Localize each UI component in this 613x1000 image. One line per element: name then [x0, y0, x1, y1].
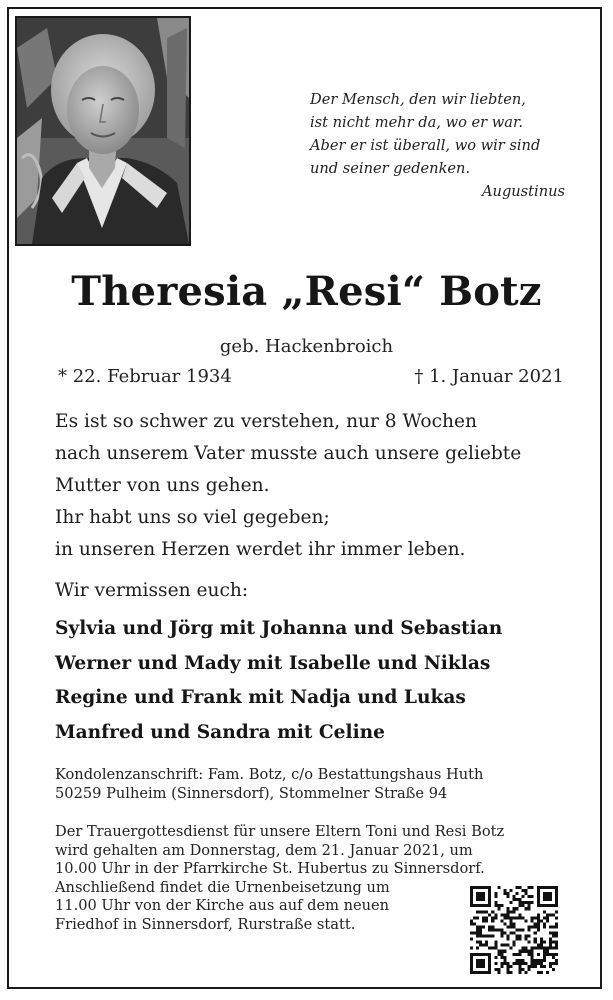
- poem-line: Aber er ist überall, wo wir sind: [310, 137, 541, 154]
- family-line: Sylvia und Jörg mit Johanna und Sebastian: [55, 618, 503, 639]
- service-line: 11.00 Uhr von der Kirche aus auf dem neuen: [55, 897, 390, 915]
- poem-line: ist nicht mehr da, wo er war.: [310, 114, 523, 131]
- condolence-line: 50259 Pulheim (Sinnersdorf), Stommelner Straße 94: [55, 784, 448, 802]
- family-line: Werner und Mady mit Isabelle und Niklas: [55, 652, 491, 674]
- mourners-intro: Wir vermissen euch:: [55, 580, 249, 601]
- service-line: 10.00 Uhr in der Pfarrkirche St. Hubertus zu Sinnersdorf.: [55, 860, 485, 878]
- service-line: Friedhof in Sinnersdorf, Rurstraße statt.: [55, 915, 356, 933]
- service-line: Der Trauergottesdienst für unsere Eltern Toni und Resi Botz: [55, 823, 505, 840]
- family-line: Manfred und Sandra mit Celine: [55, 721, 385, 743]
- deceased-name: Theresia „Resi“ Botz: [71, 268, 542, 315]
- poem-quote: [310, 88, 565, 203]
- condolence-address: [55, 766, 575, 803]
- poem-line: Der Mensch, den wir liebten,: [310, 91, 526, 108]
- service-line: Anschließend findet die Urnenbeisetzung um: [55, 878, 390, 896]
- service-line: wird gehalten am Donnerstag, dem 21. Januar 2021, um: [55, 841, 473, 859]
- poem-author: Augustinus: [482, 183, 565, 200]
- qr-code-icon[interactable]: [470, 886, 558, 974]
- mourners-list: [55, 612, 575, 750]
- message-line: Mutter von uns gehen.: [55, 475, 270, 496]
- message-line: nach unserem Vater musste auch unsere geliebte: [55, 443, 522, 464]
- birth-name: geb. Hackenbroich: [219, 336, 394, 357]
- family-line: Regine und Frank mit Nadja und Lukas: [55, 687, 466, 708]
- life-dates: [58, 366, 564, 387]
- death-date: † 1. Januar 2021: [414, 366, 564, 387]
- poem-line: und seiner gedenken.: [310, 160, 471, 177]
- message-line: Es ist so schwer zu verstehen, nur 8 Wochen: [55, 411, 477, 432]
- portrait-photo: [15, 16, 191, 246]
- message-line: Ihr habt uns so viel gegeben;: [55, 507, 330, 528]
- mourning-message: [55, 406, 575, 566]
- birth-date: * 22. Februar 1934: [58, 366, 232, 387]
- condolence-line: Kondolenzanschrift: Fam. Botz, c/o Bestattungshaus Huth: [55, 766, 484, 783]
- message-line: in unseren Herzen werdet ihr immer leben.: [55, 539, 466, 560]
